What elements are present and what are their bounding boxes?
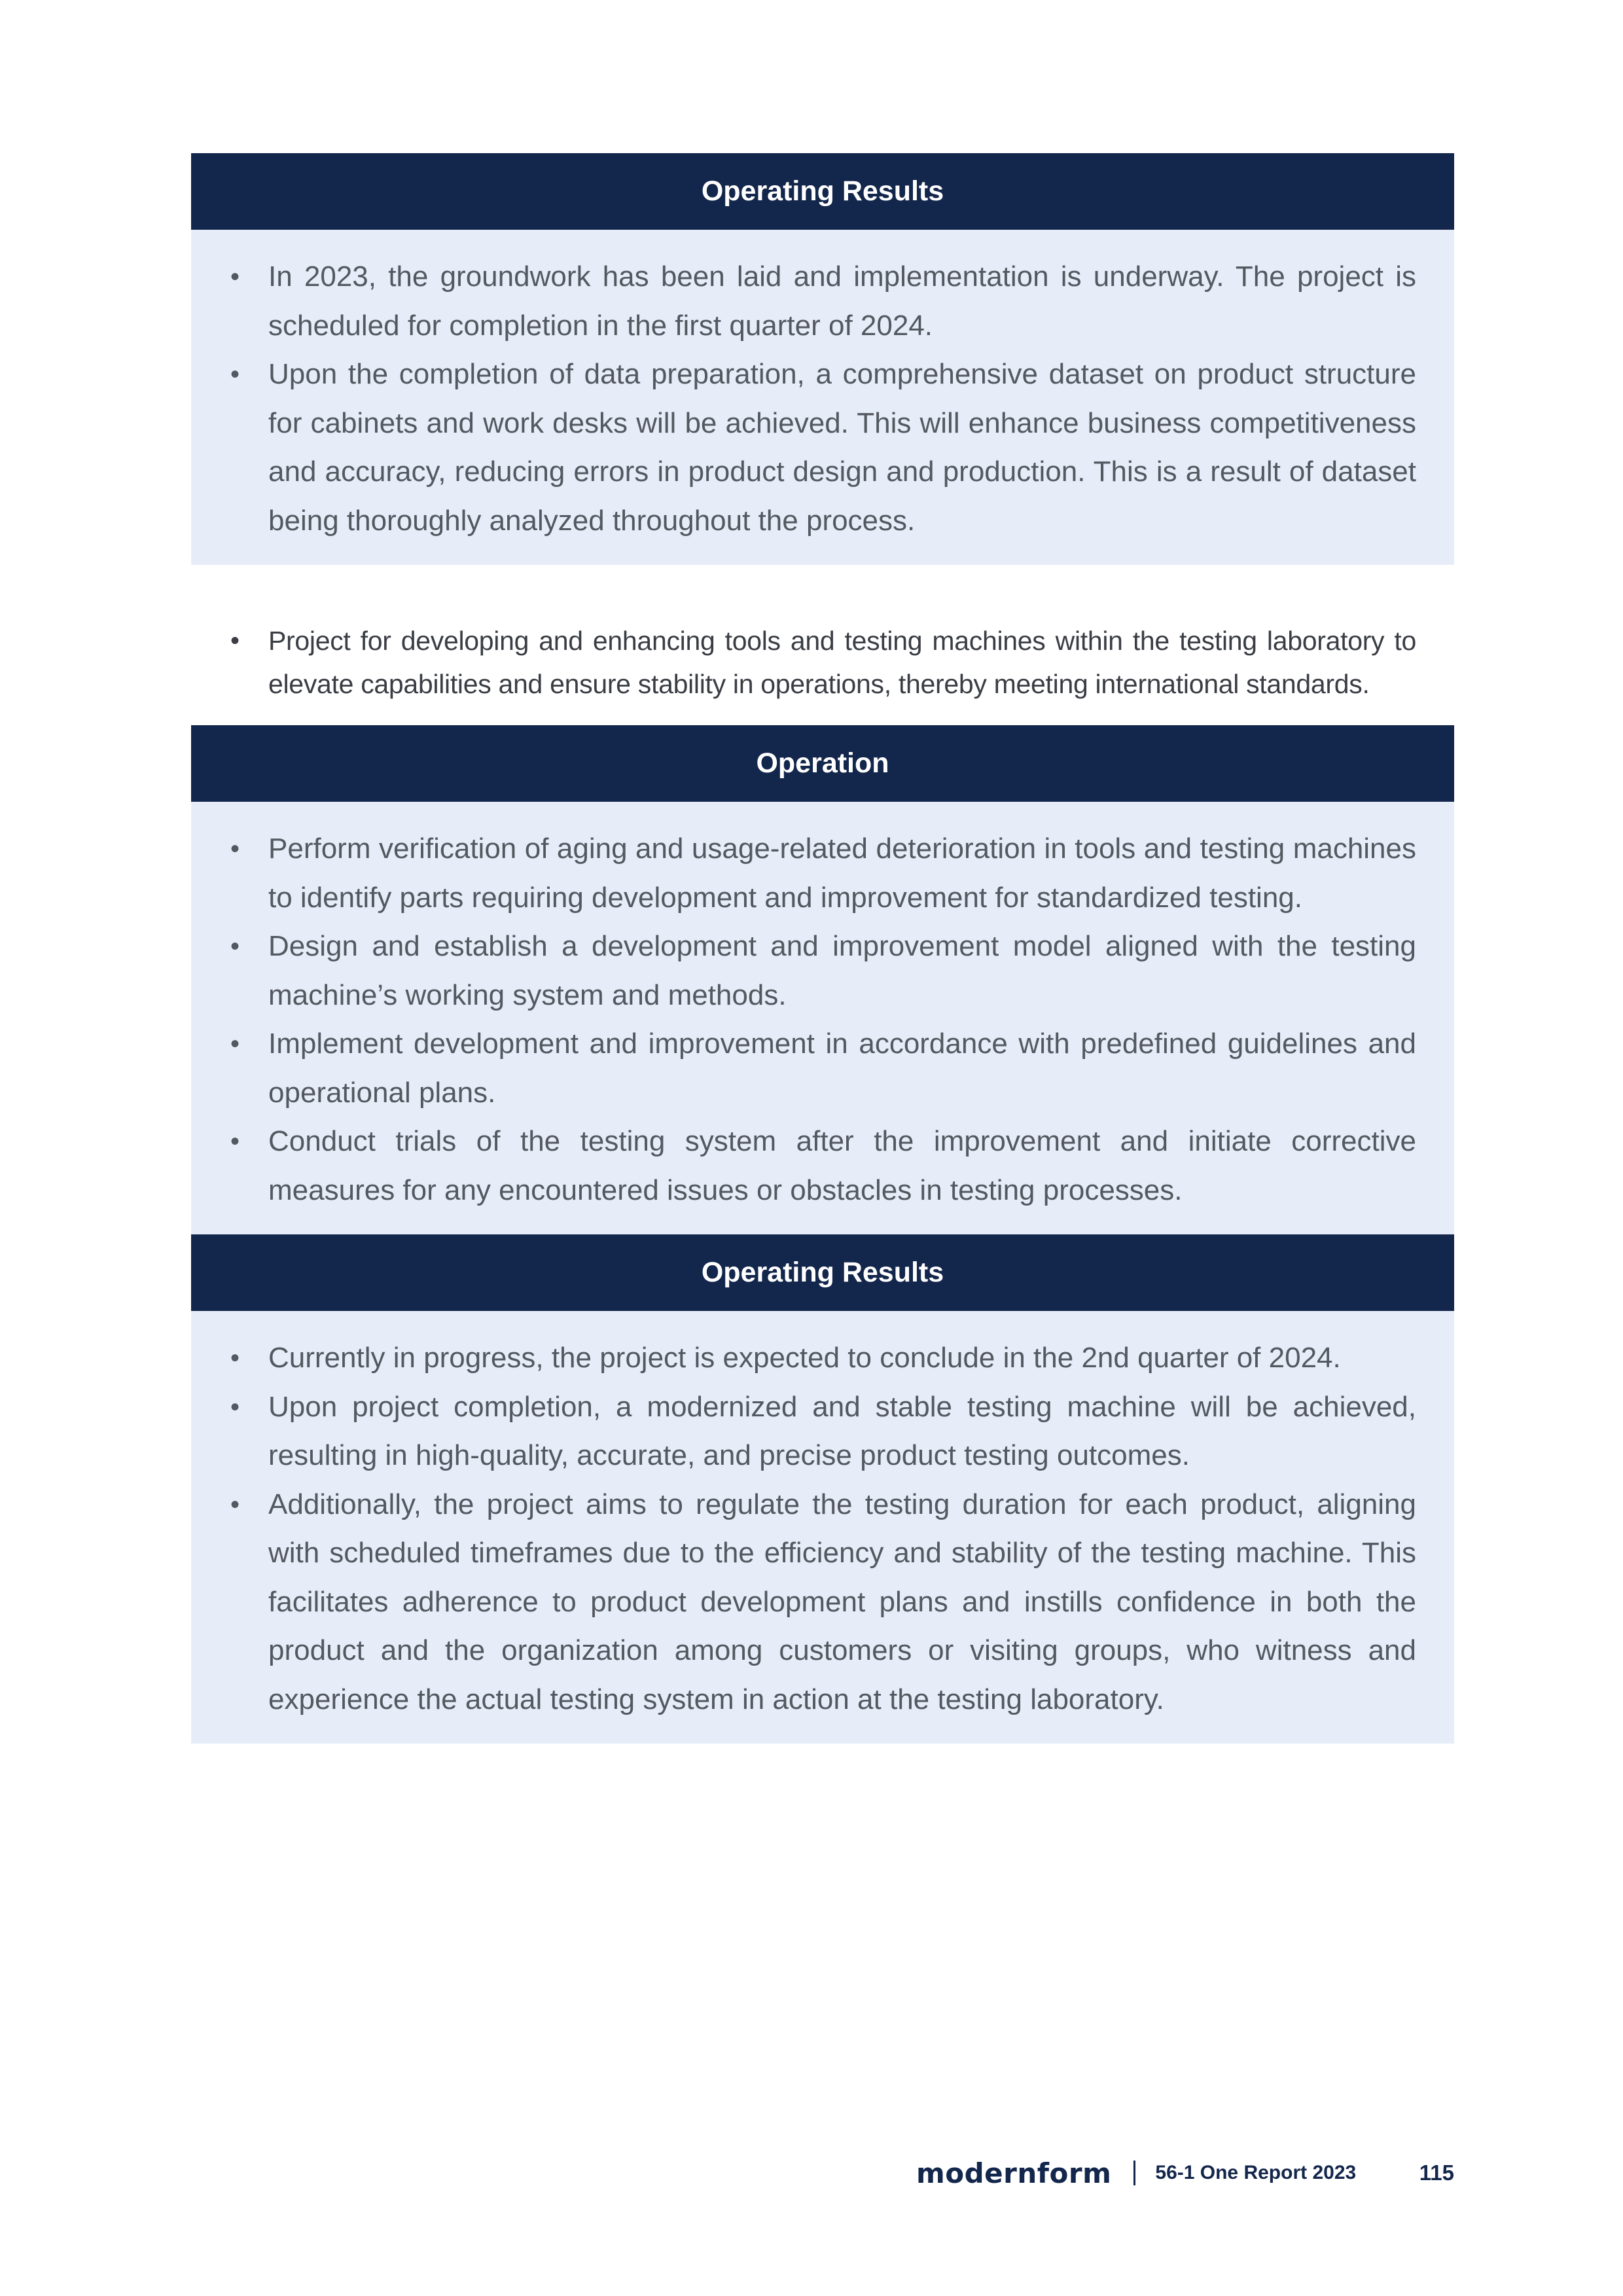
list-item-text: Upon project completion, a modernized and stable testing machine will be achieved, resulting in high-quality, accurate, and precise product testing outcomes. [268,1390,1416,1471]
section-header-operating-results-2 [191,1234,1454,1311]
list-item [229,825,1416,922]
list-item [229,1334,1416,1383]
section-body-operating-results-2 [191,1311,1454,1744]
list-item [229,1480,1416,1725]
section-title: Operating Results [701,175,944,207]
list-item [229,619,1416,706]
list-item-text: Currently in progress, the project is expected to conclude in the 2nd quarter of 2024. [268,1342,1341,1374]
bullet-icon: • [230,834,240,863]
section-title: Operation [756,747,889,779]
list-item [229,1117,1416,1215]
page-footer [916,2153,1454,2193]
list-item-text: Design and establish a development and improvement model aligned with the testing machine’s working system and methods. [268,930,1416,1011]
project-title-text: Project for developing and enhancing tools and testing machines within the testing laboratory to elevate capabilities and ensure stability in operations, thereby meeting international standards. [268,626,1416,699]
list-item [229,1020,1416,1117]
bullet-icon: • [230,1030,240,1058]
section-body-operation [191,802,1454,1234]
bullet-icon: • [230,360,240,389]
bullet-list [229,825,1416,1215]
bullet-icon: • [230,1127,240,1156]
brand-logo: modernform [916,2157,1112,2189]
section-title: Operating Results [701,1257,944,1288]
bullet-icon: • [230,262,240,291]
report-name: 56-1 One Report 2023 [1155,2162,1357,2183]
section-body-operating-results-1 [191,230,1454,565]
list-item-text: Additionally, the project aims to regulate the testing duration for each product, aligning with scheduled timeframes due to the efficiency and stability of the testing machine. This facilitates adherence to product development plans and instills confidence in both the product and the organization among customers or visiting groups, who witness and experience the actual testing system in action at the testing laboratory. [268,1488,1416,1715]
bullet-icon: • [230,626,240,655]
bullet-icon: • [230,1344,240,1372]
list-item-text: Implement development and improvement in accordance with predefined guidelines and operational plans. [268,1028,1416,1109]
list-item [229,350,1416,545]
list-item [229,922,1416,1020]
bullet-icon: • [230,1392,240,1422]
section-header-operation [191,725,1454,802]
project-description [191,619,1454,706]
list-item-text: In 2023, the groundwork has been laid and implementation is underway. The project is scheduled for completion in the first quarter of 2024. [268,260,1416,342]
footer-divider [1133,2161,1135,2185]
bullet-icon: • [230,932,240,961]
list-item-text: Conduct trials of the testing system after the improvement and initiate corrective measures for any encountered issues or obstacles in testing processes. [268,1125,1416,1206]
list-item-text: Perform verification of aging and usage-related deterioration in tools and testing machines to identify parts requiring development and improvement for standardized testing. [268,833,1416,914]
list-item [229,1383,1416,1480]
bullet-icon: • [230,1490,240,1519]
list-item-text: Upon the completion of data preparation, a comprehensive dataset on product structure for cabinets and work desks will be achieved. This will enhance business competitiveness and accuracy, reducing errors in product design and production. This is a result of dataset being thoroughly analyzed throughout the process. [268,358,1416,537]
page-number: 115 [1419,2161,1454,2185]
list-item [229,253,1416,350]
bullet-list [229,253,1416,545]
section-header-operating-results-1 [191,153,1454,230]
bullet-list [229,1334,1416,1724]
page-content [191,153,1454,1744]
